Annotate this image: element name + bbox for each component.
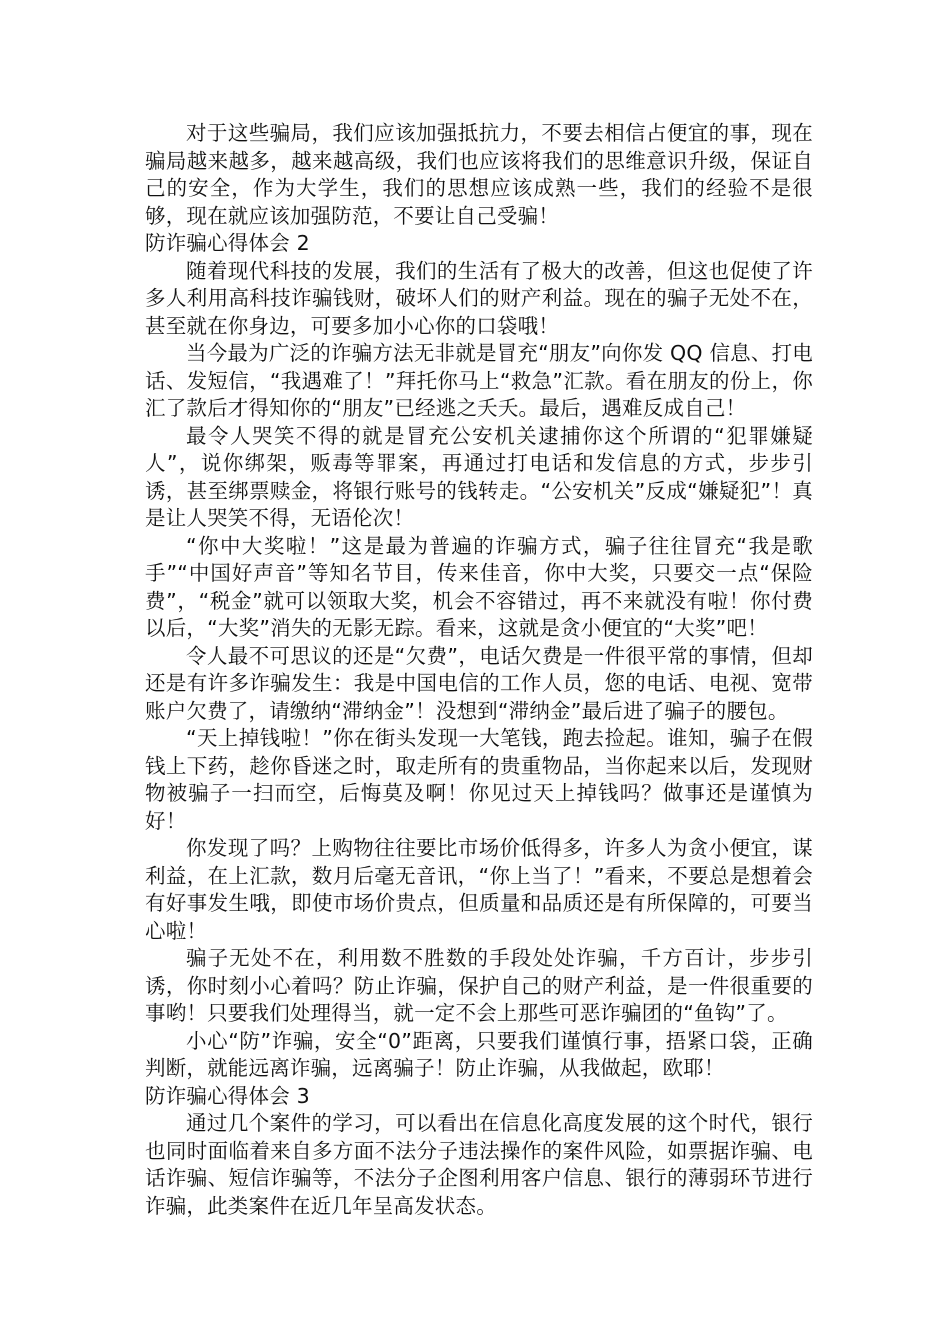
paragraph: “你中大奖啦！”这是最为普遍的诈骗方式，骗子往往冒充“我是歌手”“中国好声音”等知名节目，传来佳音，你中大奖，只要交一点“保险费”，“税金”就可以领取大奖，机会不容错过，再不来就没有啦！你付费以后，“大奖”消失的无影无踪。看来，这就是贪小便宜的“大奖”吧！ (145, 533, 813, 640)
paragraph: 当今最为广泛的诈骗方法无非就是冒充“朋友”向你发 QQ 信息、打电话、发短信，“我遇难了！”拜托你马上“救急”汇款。看在朋友的份上，你汇了款后才得知你的“朋友”已经逃之夭夭。最后，遇难反成自己！ (145, 341, 813, 420)
section-heading: 防诈骗心得体会 2 (145, 231, 310, 255)
section-heading: 防诈骗心得体会 3 (145, 1083, 310, 1108)
paragraph: 通过几个案件的学习，可以看出在信息化高度发展的这个时代，银行也同时面临着来自多方面不法分子违法操作的案件风险，如票据诈骗、电话诈骗、短信诈骗等，不法分子企图利用客户信息、银行的薄弱环节进行诈骗，此类案件在近几年呈高发状态。 (145, 1111, 813, 1218)
paragraph: 对于这些骗局，我们应该加强抵抗力，不要去相信占便宜的事，现在骗局越来越多，越来越高级，我们也应该将我们的思维意识升级，保证自己的安全，作为大学生，我们的思想应该成熟一些，我们的经验不是很够，现在就应该加强防范，不要让自己受骗！ (145, 121, 813, 228)
paragraph: 最令人哭笑不得的就是冒充公安机关逮捕你这个所谓的“犯罪嫌疑人”，说你绑架，贩毒等罪案，再通过打电话和发信息的方式，步步引诱，甚至绑票赎金，将银行账号的钱转走。“公安机关”反成“嫌疑犯”！真是让人哭笑不得，无语伦次！ (145, 423, 813, 530)
paragraph: 骗子无处不在，利用数不胜数的手段处处诈骗，千方百计，步步引诱，你时刻小心着吗？防止诈骗，保护自己的财产利益，是一件很重要的事哟！只要我们处理得当，就一定不会上那些可恶诈骗团的“鱼钩”了。 (145, 946, 813, 1025)
paragraph: “天上掉钱啦！”你在街头发现一大笔钱，跑去捡起。谁知，骗子在假钱上下药，趁你昏迷之时，取走所有的贵重物品，当你起来以后，发现财物被骗子一扫而空，后悔莫及啊！你见过天上掉钱吗？做事还是谨慎为好！ (145, 726, 813, 833)
paragraph: 小心“防”诈骗，安全“0”距离，只要我们谨慎行事，捂紧口袋，正确判断，就能远离诈骗，远离骗子！防止诈骗，从我做起，欧耶！ (145, 1028, 813, 1080)
document-body (145, 120, 813, 1220)
paragraph: 随着现代科技的发展，我们的生活有了极大的改善，但这也促使了许多人利用高科技诈骗钱财，破坏人们的财产利益。现在的骗子无处不在，甚至就在你身边，可要多加小心你的口袋哦！ (145, 258, 813, 338)
paragraph: 你发现了吗？上购物往往要比市场价低得多，许多人为贪小便宜，谋利益，在上汇款，数月后毫无音讯，“你上当了！”看来，不要总是想着会有好事发生哦，即使市场价贵点，但质量和品质还是有所保障的，可要当心啦！ (145, 836, 813, 943)
paragraph: 令人最不可思议的还是“欠费”，电话欠费是一件很平常的事情，但却还是有许多诈骗发生：我是中国电信的工作人员，您的电话、电视、宽带账户欠费了，请缴纳“滞纳金”！没想到“滞纳金”最后进了骗子的腰包。 (145, 643, 813, 723)
